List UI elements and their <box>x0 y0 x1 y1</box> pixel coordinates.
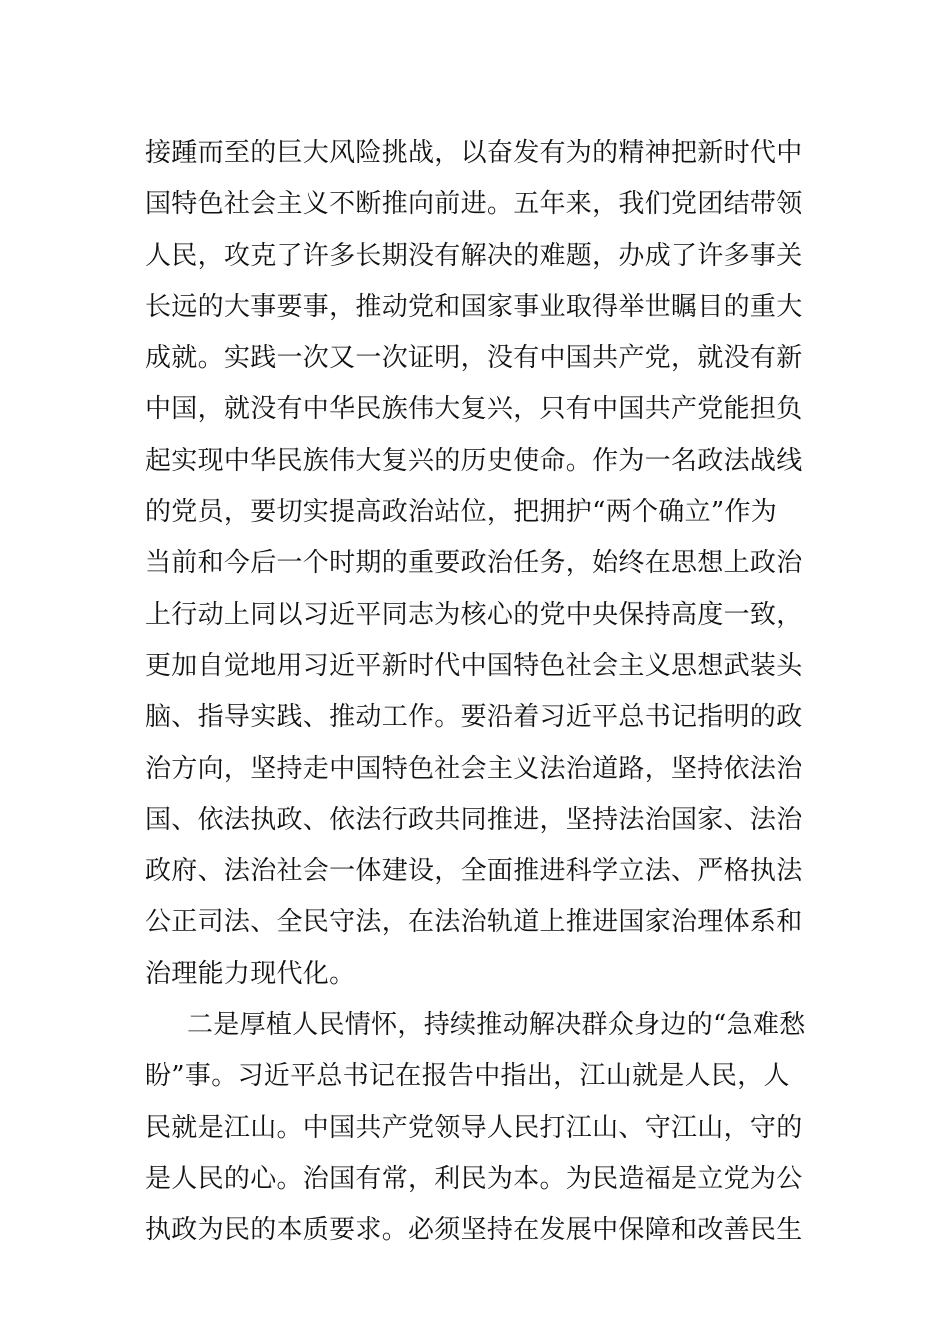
text-line: 的党员，要切实提高政治站位，把拥护“两个确立”作为 <box>145 497 778 528</box>
text-line: 公正司法、全民守法，在法治轨道上推进国家治理体系和 <box>145 907 803 938</box>
text-line: 成就。实践一次又一次证明，没有中国共产党，就没有新 <box>145 343 803 374</box>
text-line: 长远的大事要事，推动党和国家事业取得举世瞩目的重大 <box>145 291 803 322</box>
text-line: 接踵而至的巨大风险挑战，以奋发有为的精神把新时代中 <box>145 138 803 168</box>
text-line: 是人民的心。治国有常，利民为本。为民造福是立党为公 <box>145 1163 803 1194</box>
text-line: 执政为民的本质要求。必须坚持在发展中保障和改善民生 <box>145 1215 803 1246</box>
text-line: 更加自觉地用习近平新时代中国特色社会主义思想武装头 <box>145 650 803 681</box>
paragraph-1 <box>145 128 815 1000</box>
text-line: 人民，攻克了许多长期没有解决的难题，办成了许多事关 <box>145 240 803 271</box>
text-line: 上行动上同以习近平同志为核心的党中央保持高度一致， <box>145 599 803 630</box>
text-line: 中国，就没有中华民族伟大复兴，只有中国共产党能担负 <box>145 394 803 425</box>
text-line: 治理能力现代化。 <box>145 958 356 989</box>
text-line: 政府、法治社会一体建设，全面推进科学立法、严格执法 <box>145 856 803 887</box>
text-line: 起实现中华民族伟大复兴的历史使命。作为一名政法战线 <box>145 445 803 476</box>
text-line: 民就是江山。中国共产党领导人民打江山、守江山，守的 <box>145 1112 803 1143</box>
text-line: 二是厚植人民情怀，持续推动解决群众身边的“急难愁 <box>187 1010 806 1041</box>
text-line: 当前和今后一个时期的重要政治任务，始终在思想上政治 <box>145 548 803 579</box>
text-line: 治方向，坚持走中国特色社会主义法治道路，坚持依法治 <box>145 753 803 784</box>
paragraph-2 <box>145 1000 815 1256</box>
text-line: 盼”事。习近平总书记在报告中指出，江山就是人民，人 <box>145 1061 790 1092</box>
text-line: 国特色社会主义不断推向前进。五年来，我们党团结带领 <box>145 189 803 220</box>
text-line: 脑、指导实践、推动工作。要沿着习近平总书记指明的政 <box>145 702 803 733</box>
text-line: 国、依法执政、依法行政共同推进，坚持法治国家、法治 <box>145 804 803 835</box>
document-body <box>145 128 815 1257</box>
